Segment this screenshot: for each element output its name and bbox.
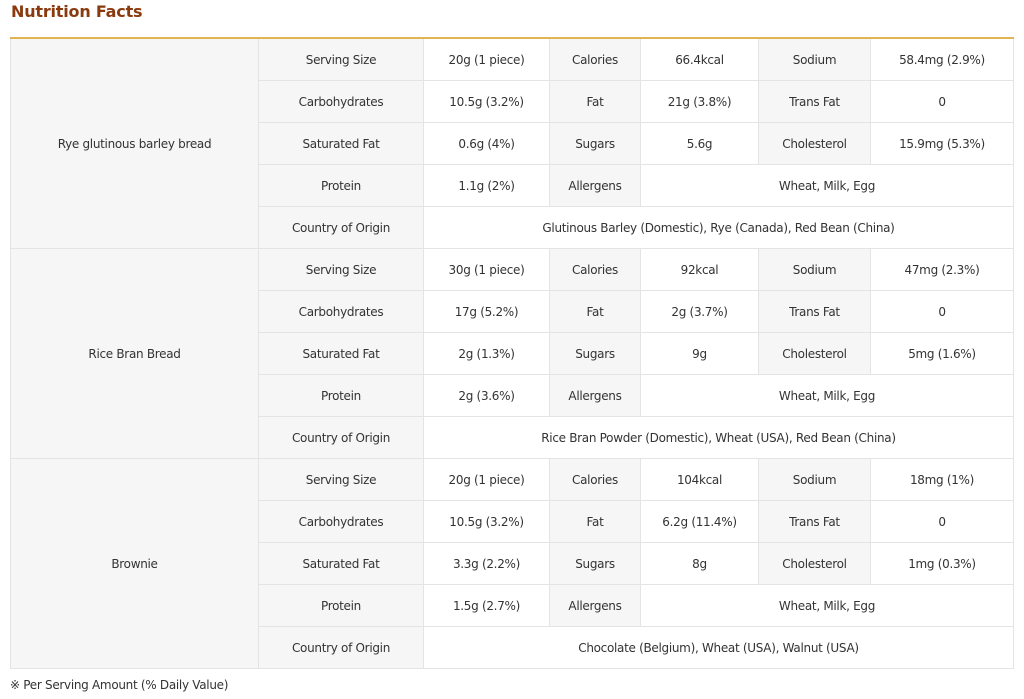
serving-size-label: Serving Size bbox=[259, 249, 424, 291]
protein-label: Protein bbox=[259, 165, 424, 207]
footnote: ※ Per Serving Amount (% Daily Value) bbox=[10, 678, 229, 692]
trans-fat-value: 0 bbox=[871, 501, 1014, 543]
cholesterol-label: Cholesterol bbox=[759, 333, 871, 375]
allergens-label: Allergens bbox=[550, 585, 641, 627]
product-name: Rye glutinous barley bread bbox=[11, 38, 259, 249]
sugars-label: Sugars bbox=[550, 123, 641, 165]
protein-value: 1.5g (2.7%) bbox=[424, 585, 550, 627]
allergens-value: Wheat, Milk, Egg bbox=[641, 375, 1014, 417]
nutrition-table-body bbox=[11, 38, 1014, 669]
product-name: Rice Bran Bread bbox=[11, 249, 259, 459]
sugars-value: 5.6g bbox=[641, 123, 759, 165]
serving-size-value: 30g (1 piece) bbox=[424, 249, 550, 291]
cholesterol-label: Cholesterol bbox=[759, 543, 871, 585]
saturated-fat-label: Saturated Fat bbox=[259, 543, 424, 585]
fat-label: Fat bbox=[550, 291, 641, 333]
protein-label: Protein bbox=[259, 585, 424, 627]
trans-fat-label: Trans Fat bbox=[759, 291, 871, 333]
page-title: Nutrition Facts bbox=[11, 2, 143, 21]
protein-value: 2g (3.6%) bbox=[424, 375, 550, 417]
sodium-label: Sodium bbox=[759, 459, 871, 501]
fat-value: 6.2g (11.4%) bbox=[641, 501, 759, 543]
sodium-value: 58.4mg (2.9%) bbox=[871, 38, 1014, 81]
calories-label: Calories bbox=[550, 249, 641, 291]
table-row bbox=[11, 249, 1014, 291]
country-of-origin-label: Country of Origin bbox=[259, 417, 424, 459]
carbohydrates-label: Carbohydrates bbox=[259, 291, 424, 333]
carbohydrates-label: Carbohydrates bbox=[259, 501, 424, 543]
allergens-value: Wheat, Milk, Egg bbox=[641, 585, 1014, 627]
cholesterol-value: 5mg (1.6%) bbox=[871, 333, 1014, 375]
serving-size-label: Serving Size bbox=[259, 38, 424, 81]
serving-size-value: 20g (1 piece) bbox=[424, 38, 550, 81]
saturated-fat-label: Saturated Fat bbox=[259, 333, 424, 375]
sodium-value: 18mg (1%) bbox=[871, 459, 1014, 501]
carbohydrates-label: Carbohydrates bbox=[259, 81, 424, 123]
saturated-fat-label: Saturated Fat bbox=[259, 123, 424, 165]
fat-label: Fat bbox=[550, 81, 641, 123]
saturated-fat-value: 2g (1.3%) bbox=[424, 333, 550, 375]
sodium-value: 47mg (2.3%) bbox=[871, 249, 1014, 291]
fat-value: 21g (3.8%) bbox=[641, 81, 759, 123]
table-row bbox=[11, 38, 1014, 81]
cholesterol-value: 15.9mg (5.3%) bbox=[871, 123, 1014, 165]
protein-value: 1.1g (2%) bbox=[424, 165, 550, 207]
sugars-value: 9g bbox=[641, 333, 759, 375]
sodium-label: Sodium bbox=[759, 249, 871, 291]
saturated-fat-value: 3.3g (2.2%) bbox=[424, 543, 550, 585]
cholesterol-label: Cholesterol bbox=[759, 123, 871, 165]
sugars-value: 8g bbox=[641, 543, 759, 585]
trans-fat-label: Trans Fat bbox=[759, 501, 871, 543]
sodium-label: Sodium bbox=[759, 38, 871, 81]
calories-value: 66.4kcal bbox=[641, 38, 759, 81]
calories-value: 92kcal bbox=[641, 249, 759, 291]
protein-label: Protein bbox=[259, 375, 424, 417]
country-of-origin-value: Chocolate (Belgium), Wheat (USA), Walnut (USA) bbox=[424, 627, 1014, 669]
carbohydrates-value: 10.5g (3.2%) bbox=[424, 501, 550, 543]
carbohydrates-value: 10.5g (3.2%) bbox=[424, 81, 550, 123]
allergens-label: Allergens bbox=[550, 375, 641, 417]
serving-size-label: Serving Size bbox=[259, 459, 424, 501]
fat-value: 2g (3.7%) bbox=[641, 291, 759, 333]
country-of-origin-label: Country of Origin bbox=[259, 207, 424, 249]
fat-label: Fat bbox=[550, 501, 641, 543]
allergens-label: Allergens bbox=[550, 165, 641, 207]
product-name: Brownie bbox=[11, 459, 259, 669]
sugars-label: Sugars bbox=[550, 333, 641, 375]
sugars-label: Sugars bbox=[550, 543, 641, 585]
country-of-origin-value: Rice Bran Powder (Domestic), Wheat (USA), Red Bean (China) bbox=[424, 417, 1014, 459]
saturated-fat-value: 0.6g (4%) bbox=[424, 123, 550, 165]
trans-fat-label: Trans Fat bbox=[759, 81, 871, 123]
country-of-origin-label: Country of Origin bbox=[259, 627, 424, 669]
calories-label: Calories bbox=[550, 459, 641, 501]
calories-value: 104kcal bbox=[641, 459, 759, 501]
carbohydrates-value: 17g (5.2%) bbox=[424, 291, 550, 333]
allergens-value: Wheat, Milk, Egg bbox=[641, 165, 1014, 207]
trans-fat-value: 0 bbox=[871, 291, 1014, 333]
calories-label: Calories bbox=[550, 38, 641, 81]
serving-size-value: 20g (1 piece) bbox=[424, 459, 550, 501]
cholesterol-value: 1mg (0.3%) bbox=[871, 543, 1014, 585]
trans-fat-value: 0 bbox=[871, 81, 1014, 123]
country-of-origin-value: Glutinous Barley (Domestic), Rye (Canada), Red Bean (China) bbox=[424, 207, 1014, 249]
table-row bbox=[11, 459, 1014, 501]
nutrition-table bbox=[10, 37, 1014, 669]
